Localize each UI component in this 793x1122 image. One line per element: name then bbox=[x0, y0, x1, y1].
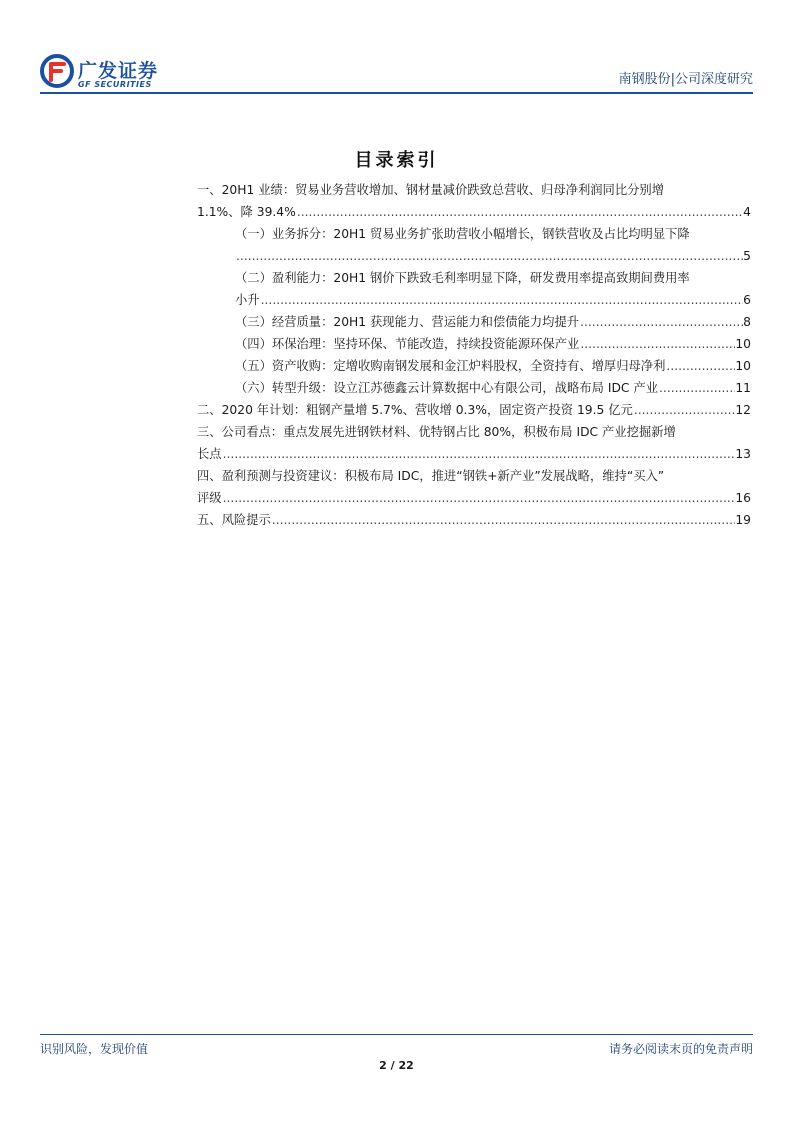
toc-entry-3-line2[interactable] bbox=[235, 290, 751, 310]
toc-entry-9-line1[interactable] bbox=[197, 422, 676, 442]
toc-leader-dots bbox=[658, 378, 735, 398]
toc-entry-6[interactable] bbox=[235, 356, 751, 376]
toc-leader-dots bbox=[665, 356, 735, 376]
toc-entry-text: （六）转型升级：设立江苏德鑫云计算数据中心有限公司，战略布局 IDC 产业 bbox=[235, 381, 659, 395]
toc-page-number: 6 bbox=[743, 293, 751, 307]
toc-entry-text: （二）盈利能力：20H1 钢价下跌致毛利率明显下降，研发费用率提高致期间费用率 bbox=[235, 271, 690, 285]
toc-entry-text: 三、公司看点：重点发展先进钢铁材料、优特钢占比 80%，积极布局 IDC 产业挖掘新增 bbox=[197, 425, 676, 439]
toc-entry-text: 一、20H1 业绩：贸易业务营收增加、钢材量减价跌致总营收、归母净利润同比分别增 bbox=[197, 183, 665, 197]
page-header bbox=[40, 52, 753, 92]
toc-entry-text: 长点 bbox=[197, 447, 222, 461]
toc-leader-dots bbox=[633, 400, 736, 420]
toc-entry-text: 二、2020 年计划：粗钢产量增 5.7%、营收增 0.3%，固定资产投资 19.5 亿元 bbox=[197, 403, 633, 417]
toc-page-number: 10 bbox=[735, 337, 751, 351]
toc-leader-dots bbox=[260, 290, 744, 310]
toc-entry-text: （五）资产收购：定增收购南钢发展和金江炉料股权，全资持有、增厚归母净利 bbox=[235, 359, 666, 373]
report-type-label: 南钢股份|公司深度研究 bbox=[618, 72, 753, 87]
logo-english-name: GF SECURITIES bbox=[78, 80, 152, 89]
toc-entry-4[interactable] bbox=[235, 312, 751, 332]
toc-leader-dots bbox=[579, 312, 743, 332]
toc-page-number: 8 bbox=[743, 315, 751, 329]
toc-entry-10-line2[interactable] bbox=[197, 488, 751, 508]
toc-page-number: 4 bbox=[743, 205, 751, 219]
toc-leader-dots bbox=[222, 444, 736, 464]
toc-entry-text: 1.1%、降 39.4% bbox=[197, 205, 296, 219]
toc-entry-text: （四）环保治理：坚持环保、节能改造，持续投资能源环保产业 bbox=[235, 337, 580, 351]
toc-entry-3-line1[interactable] bbox=[235, 268, 690, 288]
page-number: 2 / 22 bbox=[379, 1059, 414, 1072]
footer-slogan: 识别风险，发现价值 bbox=[40, 1042, 149, 1056]
toc-page-number: 5 bbox=[743, 249, 751, 263]
toc-entry-text: 五、风险提示 bbox=[197, 513, 271, 527]
toc-leader-dots bbox=[235, 246, 743, 266]
toc-entry-7[interactable] bbox=[235, 378, 751, 398]
toc-entry-5[interactable] bbox=[235, 334, 751, 354]
toc-page-number: 12 bbox=[735, 403, 751, 417]
toc-entry-9-line2[interactable] bbox=[197, 444, 751, 464]
toc-entry-8[interactable] bbox=[197, 400, 751, 420]
logo-chinese-name: 广发证券 bbox=[78, 60, 159, 82]
toc-entry-2-line2[interactable] bbox=[235, 246, 751, 266]
toc-entry-1-line2[interactable] bbox=[197, 202, 751, 222]
toc-page-number: 16 bbox=[735, 491, 751, 505]
toc-leader-dots bbox=[579, 334, 735, 354]
toc-page-number: 13 bbox=[735, 447, 751, 461]
gf-securities-logo bbox=[40, 52, 180, 92]
toc-entry-11[interactable] bbox=[197, 510, 751, 530]
toc-leader-dots bbox=[271, 510, 736, 530]
toc-entry-text: 四、盈利预测与投资建议：积极布局 IDC，推进“钢铁+新产业”发展战略，维持“买入” bbox=[197, 469, 665, 483]
gf-logo-icon bbox=[40, 54, 74, 88]
toc-page-number: 19 bbox=[735, 513, 751, 527]
toc-entry-text: 小升 bbox=[235, 293, 260, 307]
toc-entry-text: 评级 bbox=[197, 491, 222, 505]
toc-entry-1-line1[interactable] bbox=[197, 180, 664, 200]
toc-entry-text: （一）业务拆分：20H1 贸易业务扩张助营收小幅增长，钢铁营收及占比均明显下降 bbox=[235, 227, 690, 241]
toc-leader-dots bbox=[222, 488, 736, 508]
toc-leader-dots bbox=[296, 202, 743, 222]
footer-divider bbox=[40, 1034, 753, 1035]
toc-title: 目录索引 bbox=[354, 150, 439, 171]
header-divider bbox=[40, 92, 753, 94]
toc-page-number: 10 bbox=[735, 359, 751, 373]
toc-entry-text: （三）经营质量：20H1 获现能力、营运能力和偿债能力均提升 bbox=[235, 315, 580, 329]
toc-entry-10-line1[interactable] bbox=[197, 466, 664, 486]
toc-entry-2-line1[interactable] bbox=[235, 224, 690, 244]
toc-page-number: 11 bbox=[735, 381, 751, 395]
footer-disclaimer-note: 请务必阅读末页的免责声明 bbox=[608, 1042, 753, 1056]
